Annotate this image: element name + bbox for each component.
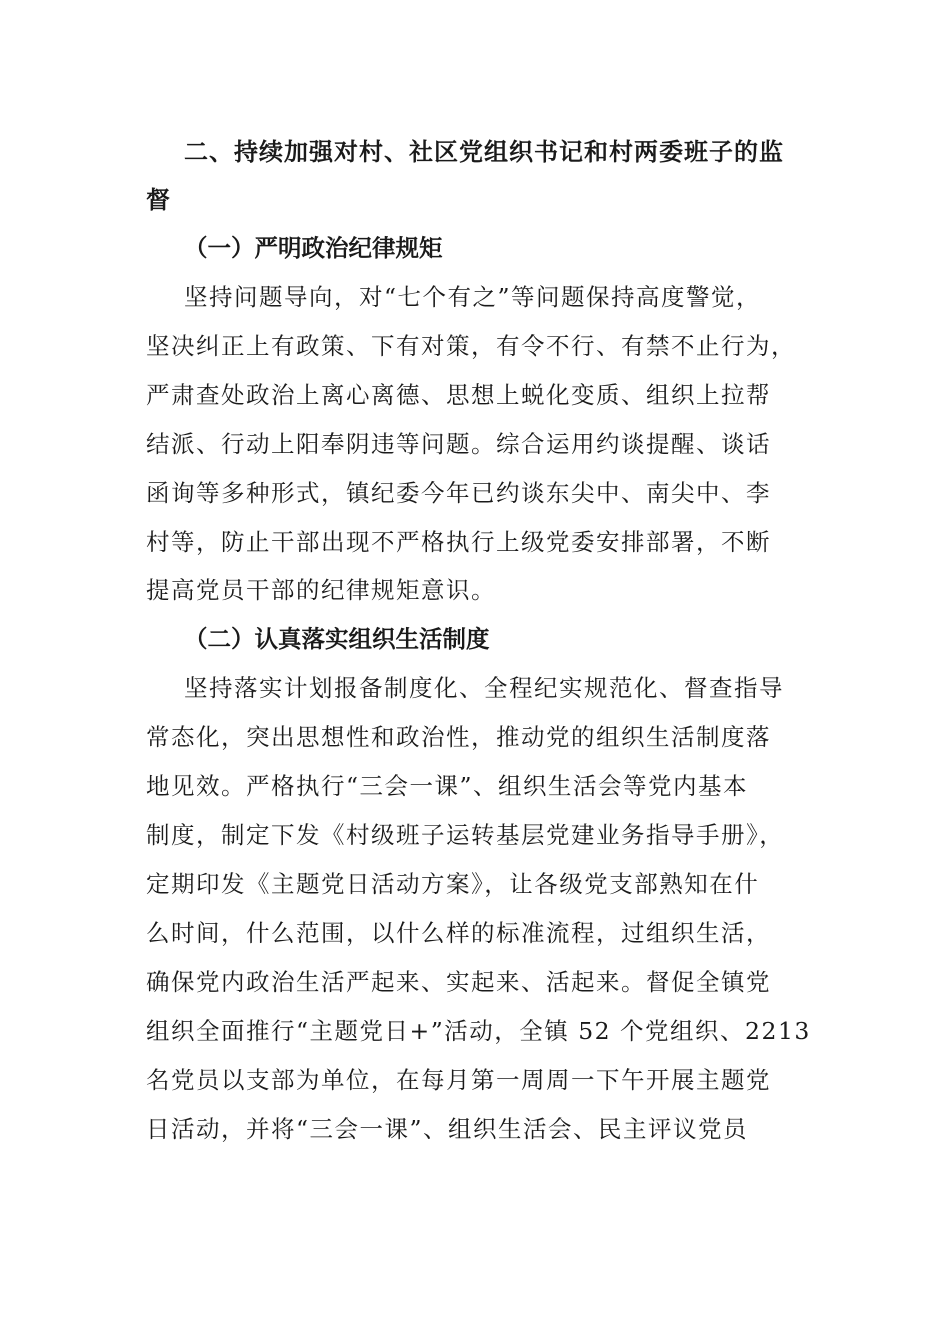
paragraph-line: 日活动，并将“三会一课”、组织生活会、民主评议党员: [146, 1114, 749, 1143]
paragraph-line: 坚决纠正上有政策、下有对策，有令不行、有禁不止行为，: [146, 331, 796, 360]
paragraph-line: 么时间，什么范围，以什么样的标准流程，过组织生活，: [146, 918, 771, 947]
subsection-title-1: （一）严明政治纪律规矩: [184, 234, 443, 262]
paragraph-line: 结派、行动上阳奉阴违等问题。综合运用约谈提醒、谈话: [146, 429, 771, 458]
paragraph-line: 坚持落实计划报备制度化、全程纪实规范化、督查指导: [184, 674, 784, 703]
document-page: [146, 128, 811, 1153]
paragraph-line: 地见效。严格执行“三会一课”、组织生活会等党内基本: [146, 772, 749, 801]
paragraph-line: 组织全面推行“主题党日+”活动，全镇 52 个党组织、2213: [146, 1016, 811, 1045]
paragraph-line: 提高党员干部的纪律规矩意识。: [146, 576, 496, 605]
paragraph-line: 坚持问题导向，对“七个有之”等问题保持高度警觉，: [184, 283, 762, 311]
section-heading: 二、持续加强对村、社区党组织书记和村两委班子的监督: [146, 138, 784, 214]
paragraph-line: 严肃查处政治上离心离德、思想上蜕化变质、组织上拉帮: [146, 380, 771, 409]
paragraph-line: 制度，制定下发《村级班子运转基层党建业务指导手册》，: [146, 821, 785, 850]
paragraph-line: 定期印发《主题党日活动方案》，让各级党支部熟知在什: [146, 869, 760, 898]
paragraph-2: [146, 664, 811, 1153]
subsection-title-2: （二）认真落实组织生活制度: [184, 625, 490, 654]
paragraph-1: [146, 273, 808, 615]
paragraph-line: 常态化，突出思想性和政治性，推动党的组织生活制度落: [146, 723, 771, 752]
paragraph-line: 确保党内政治生活严起来、实起来、活起来。督促全镇党: [146, 967, 771, 996]
paragraph-line: 函询等多种形式，镇纪委今年已约谈东尖中、南尖中、李: [146, 478, 771, 507]
paragraph-line: 名党员以支部为单位，在每月第一周周一下午开展主题党: [146, 1065, 771, 1094]
paragraph-line: 村等，防止干部出现不严格执行上级党委安排部署，不断: [146, 527, 771, 556]
